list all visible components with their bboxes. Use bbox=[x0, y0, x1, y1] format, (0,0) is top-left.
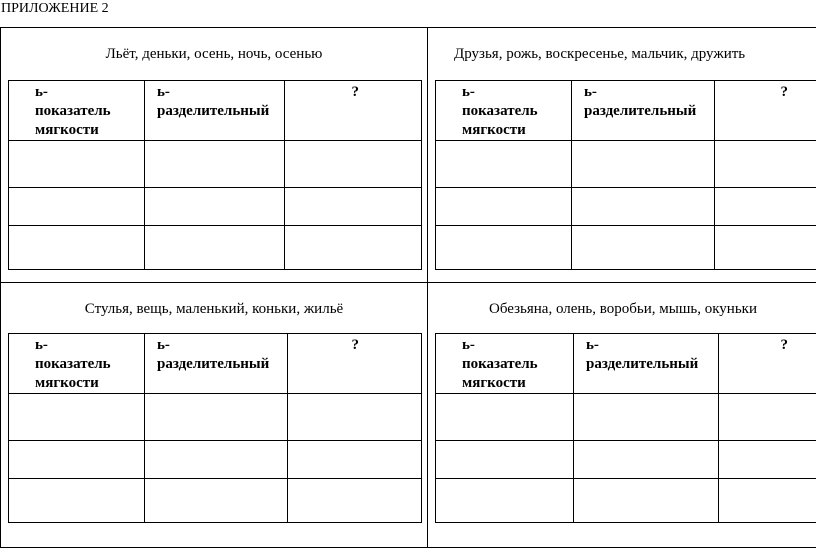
card-1-words: Льёт, деньки, осень, ночь, осенью bbox=[1, 45, 427, 63]
table-cell[interactable] bbox=[715, 226, 816, 270]
table-cell[interactable] bbox=[715, 188, 816, 226]
table-cell[interactable] bbox=[572, 226, 715, 270]
col-header-question: ? bbox=[288, 334, 422, 394]
col-header-question: ? bbox=[285, 81, 422, 141]
card-1-table bbox=[8, 80, 422, 270]
table-cell[interactable] bbox=[719, 441, 816, 479]
table-cell[interactable] bbox=[436, 226, 572, 270]
table-cell[interactable] bbox=[719, 479, 816, 523]
card-2-table bbox=[435, 80, 816, 270]
card-4-words: Обезьяна, олень, воробьи, мышь, окуньки bbox=[428, 300, 816, 318]
table-cell[interactable] bbox=[285, 226, 422, 270]
exercise-grid bbox=[0, 27, 816, 548]
appendix-label: ПРИЛОЖЕНИЕ 2 bbox=[1, 1, 109, 17]
table-cell[interactable] bbox=[436, 479, 574, 523]
table-cell[interactable] bbox=[285, 141, 422, 188]
card-2 bbox=[428, 28, 816, 283]
col-header-softness: ь- показатель мягкости bbox=[9, 334, 145, 394]
card-3 bbox=[1, 283, 428, 548]
table-cell[interactable] bbox=[572, 141, 715, 188]
table-cell[interactable] bbox=[145, 441, 288, 479]
table-cell[interactable] bbox=[285, 188, 422, 226]
col-header-question: ? bbox=[715, 81, 816, 141]
col-header-softness: ь- показатель мягкости bbox=[436, 334, 574, 394]
table-cell[interactable] bbox=[9, 479, 145, 523]
table-cell[interactable] bbox=[715, 141, 816, 188]
table-cell[interactable] bbox=[9, 226, 145, 270]
table-cell[interactable] bbox=[145, 141, 285, 188]
col-header-separating: ь- разделительный bbox=[572, 81, 715, 141]
col-header-separating: ь- разделительный bbox=[574, 334, 719, 394]
card-1 bbox=[1, 28, 428, 283]
table-cell[interactable] bbox=[574, 394, 719, 441]
table-cell[interactable] bbox=[719, 394, 816, 441]
card-3-table bbox=[8, 333, 422, 523]
table-cell[interactable] bbox=[145, 188, 285, 226]
card-2-words: Друзья, рожь, воскресенье, мальчик, дружить bbox=[428, 45, 816, 63]
table-cell[interactable] bbox=[9, 394, 145, 441]
table-cell[interactable] bbox=[572, 188, 715, 226]
table-cell[interactable] bbox=[436, 141, 572, 188]
table-cell[interactable] bbox=[288, 479, 422, 523]
col-header-question: ? bbox=[719, 334, 816, 394]
table-cell[interactable] bbox=[436, 441, 574, 479]
table-cell[interactable] bbox=[574, 479, 719, 523]
table-cell[interactable] bbox=[574, 441, 719, 479]
col-header-separating: ь- разделительный bbox=[145, 334, 288, 394]
table-cell[interactable] bbox=[436, 188, 572, 226]
card-4-table bbox=[435, 333, 816, 523]
table-cell[interactable] bbox=[288, 394, 422, 441]
table-cell[interactable] bbox=[9, 188, 145, 226]
table-cell[interactable] bbox=[288, 441, 422, 479]
card-3-words: Стулья, вещь, маленький, коньки, жильё bbox=[1, 300, 427, 318]
col-header-softness: ь- показатель мягкости bbox=[9, 81, 145, 141]
col-header-separating: ь- разделительный bbox=[145, 81, 285, 141]
table-cell[interactable] bbox=[145, 394, 288, 441]
table-cell[interactable] bbox=[145, 226, 285, 270]
card-4 bbox=[428, 283, 816, 548]
table-cell[interactable] bbox=[145, 479, 288, 523]
col-header-softness: ь- показатель мягкости bbox=[436, 81, 572, 141]
table-cell[interactable] bbox=[9, 441, 145, 479]
table-cell[interactable] bbox=[436, 394, 574, 441]
table-cell[interactable] bbox=[9, 141, 145, 188]
